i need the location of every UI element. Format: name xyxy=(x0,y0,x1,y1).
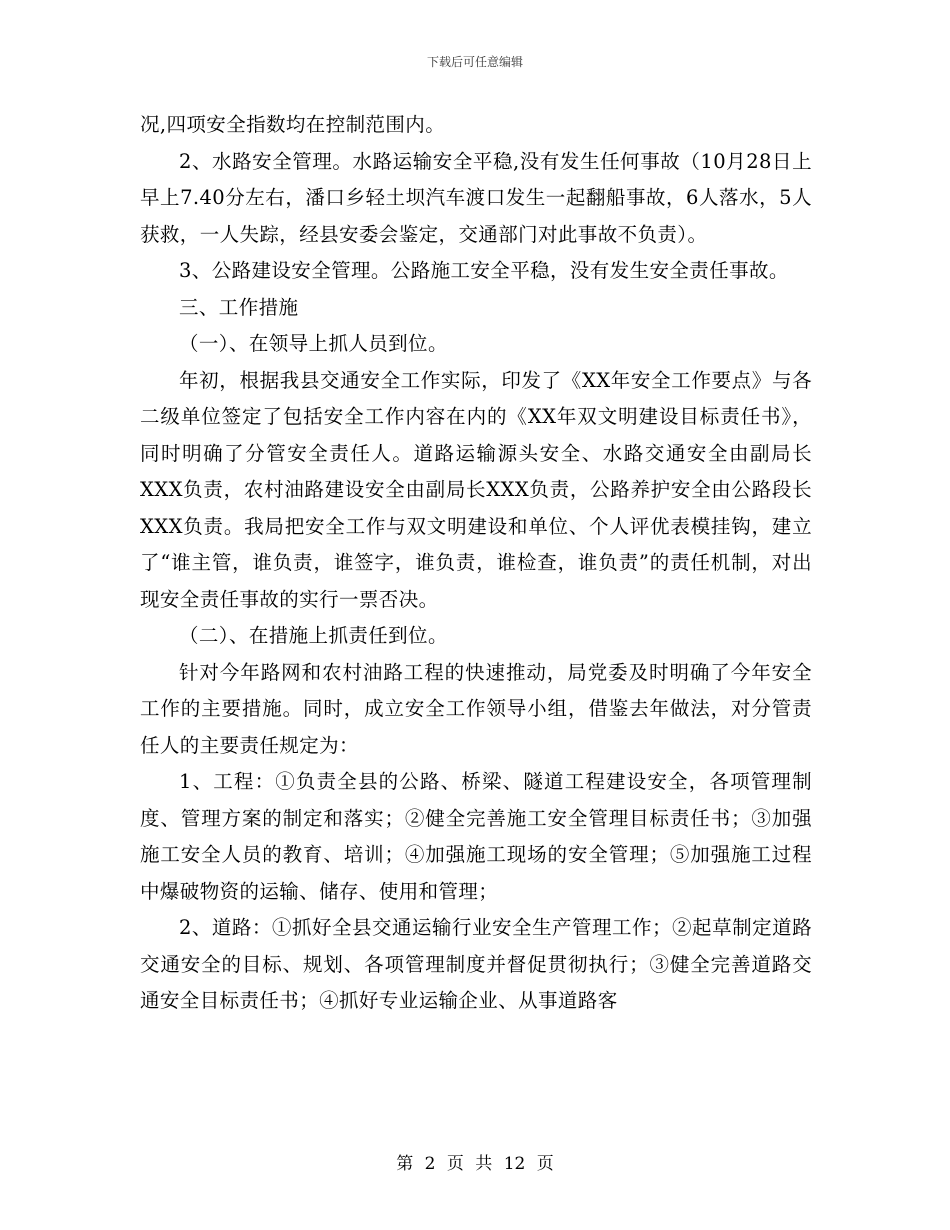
section-heading: 三、工作措施 xyxy=(179,295,299,319)
paragraph: 3、公路建设安全管理。公路施工安全平稳，没有发生安全责任事故。 xyxy=(179,259,789,282)
page-footer: 第 2 页 共 12 页 xyxy=(396,1154,554,1174)
subsection-heading: （二）、在措施上抓责任到位。 xyxy=(179,624,448,647)
paragraph: 1、工程：①负责全县的公路、桥梁、隧道工程建设安全，各项管理制度、管理方案的制定和落实；②健全完善施工安全管理目标责任书；③加强施工安全人员的教育、培训；④加强施工现场的安全管理；⑤加强施工过程中爆破物资的运输、储存、使用和管理； xyxy=(140,770,812,903)
paragraph: 2、水路安全管理。水路运输安全平稳,没有发生任何事故（10月28日上早上7.40分左右，潘口乡轻土坝汽车渡口发生一起翻船事故，6人落水，5人获救，一人失踪，经县安委会鉴定，交通部门对此事故不负责）。 xyxy=(140,149,812,246)
paragraph: 针对今年路网和农村油路工程的快速推动，局党委及时明确了今年安全工作的主要措施。同时，成立安全工作领导小组，借鉴去年做法，对分管责任人的主要责任规定为： xyxy=(140,660,812,757)
paragraph: 年初，根据我县交通安全工作实际，印发了《XX年安全工作要点》与各二级单位签定了包括安全工作内容在内的《XX年双文明建设目标责任书》，同时明确了分管安全责任人。道路运输源头安全、水路交通安全由副局长XXX负责，农村油路建设安全由副局长XXX负责，公路养护安全由公路段长XXX负责。我局把安全工作与双文明建设和单位、个人评优表模挂钩，建立了“谁主管，谁负责，谁签字，谁负责，谁检查，谁负责”的责任机制，对出现安全责任事故的实行一票否决。 xyxy=(140,368,812,611)
paragraph: 2、道路：①抓好全县交通运输行业安全生产管理工作；②起草制定道路交通安全的目标、规划、各项管理制度并督促贯彻执行；③健全完善道路交通安全目标责任书；④抓好专业运输企业、从事道路客 xyxy=(140,916,812,1012)
subsection-heading: （一）、在领导上抓人员到位。 xyxy=(179,332,448,355)
page-header: 下载后可任意编辑 xyxy=(426,55,523,69)
document-body xyxy=(140,107,812,1020)
paragraph: 况,四项安全指数均在控制范围内。 xyxy=(140,113,446,136)
